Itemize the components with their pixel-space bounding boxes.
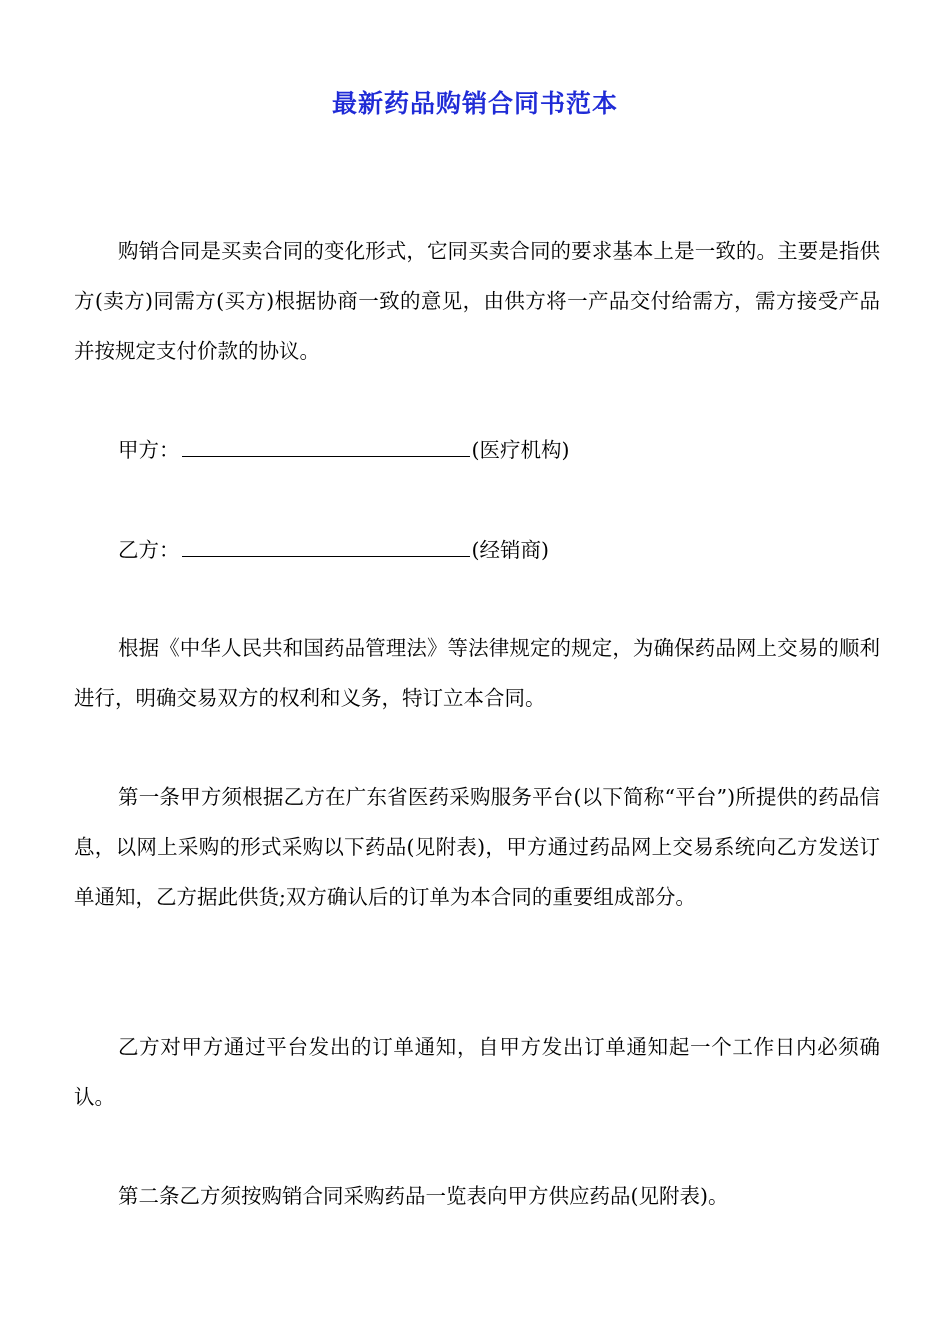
article-2-paragraph: 第二条乙方须按购销合同采购药品一览表向甲方供应药品(见附表)。 xyxy=(118,1184,729,1208)
party-b-label: 乙方： xyxy=(118,538,180,562)
party-b-note: (经销商) xyxy=(471,538,549,562)
basis-paragraph: 根据《中华人民共和国药品管理法》等法律规定的规定，为确保药品网上交易的顺利进行，明确交易双方的权利和义务，特订立本合同。 xyxy=(74,636,880,710)
party-b-line xyxy=(118,535,549,565)
article-1-paragraph: 第一条甲方须根据乙方在广东省医药采购服务平台(以下简称“平台”)所提供的药品信息，以网上采购的形式采购以下药品(见附表)，甲方通过药品网上交易系统向乙方发送订单通知，乙方据此供货;双方确认后的订单为本合同的重要组成部分。 xyxy=(74,785,880,909)
party-a-note: (医疗机构) xyxy=(471,438,570,462)
party-a-blank-field xyxy=(182,436,470,457)
party-b-blank-field xyxy=(182,536,470,557)
intro-paragraph: 购销合同是买卖合同的变化形式，它同买卖合同的要求基本上是一致的。主要是指供方(卖方)同需方(买方)根据协商一致的意见，由供方将一产品交付给需方，需方接受产品并按规定支付价款的协议。 xyxy=(74,239,880,363)
party-a-label: 甲方： xyxy=(118,438,180,462)
party-a-line xyxy=(118,435,570,465)
article-1-confirm-paragraph: 乙方对甲方通过平台发出的订单通知，自甲方发出订单通知起一个工作日内必须确认。 xyxy=(74,1035,880,1109)
document-title: 最新药品购销合同书范本 xyxy=(331,89,618,118)
